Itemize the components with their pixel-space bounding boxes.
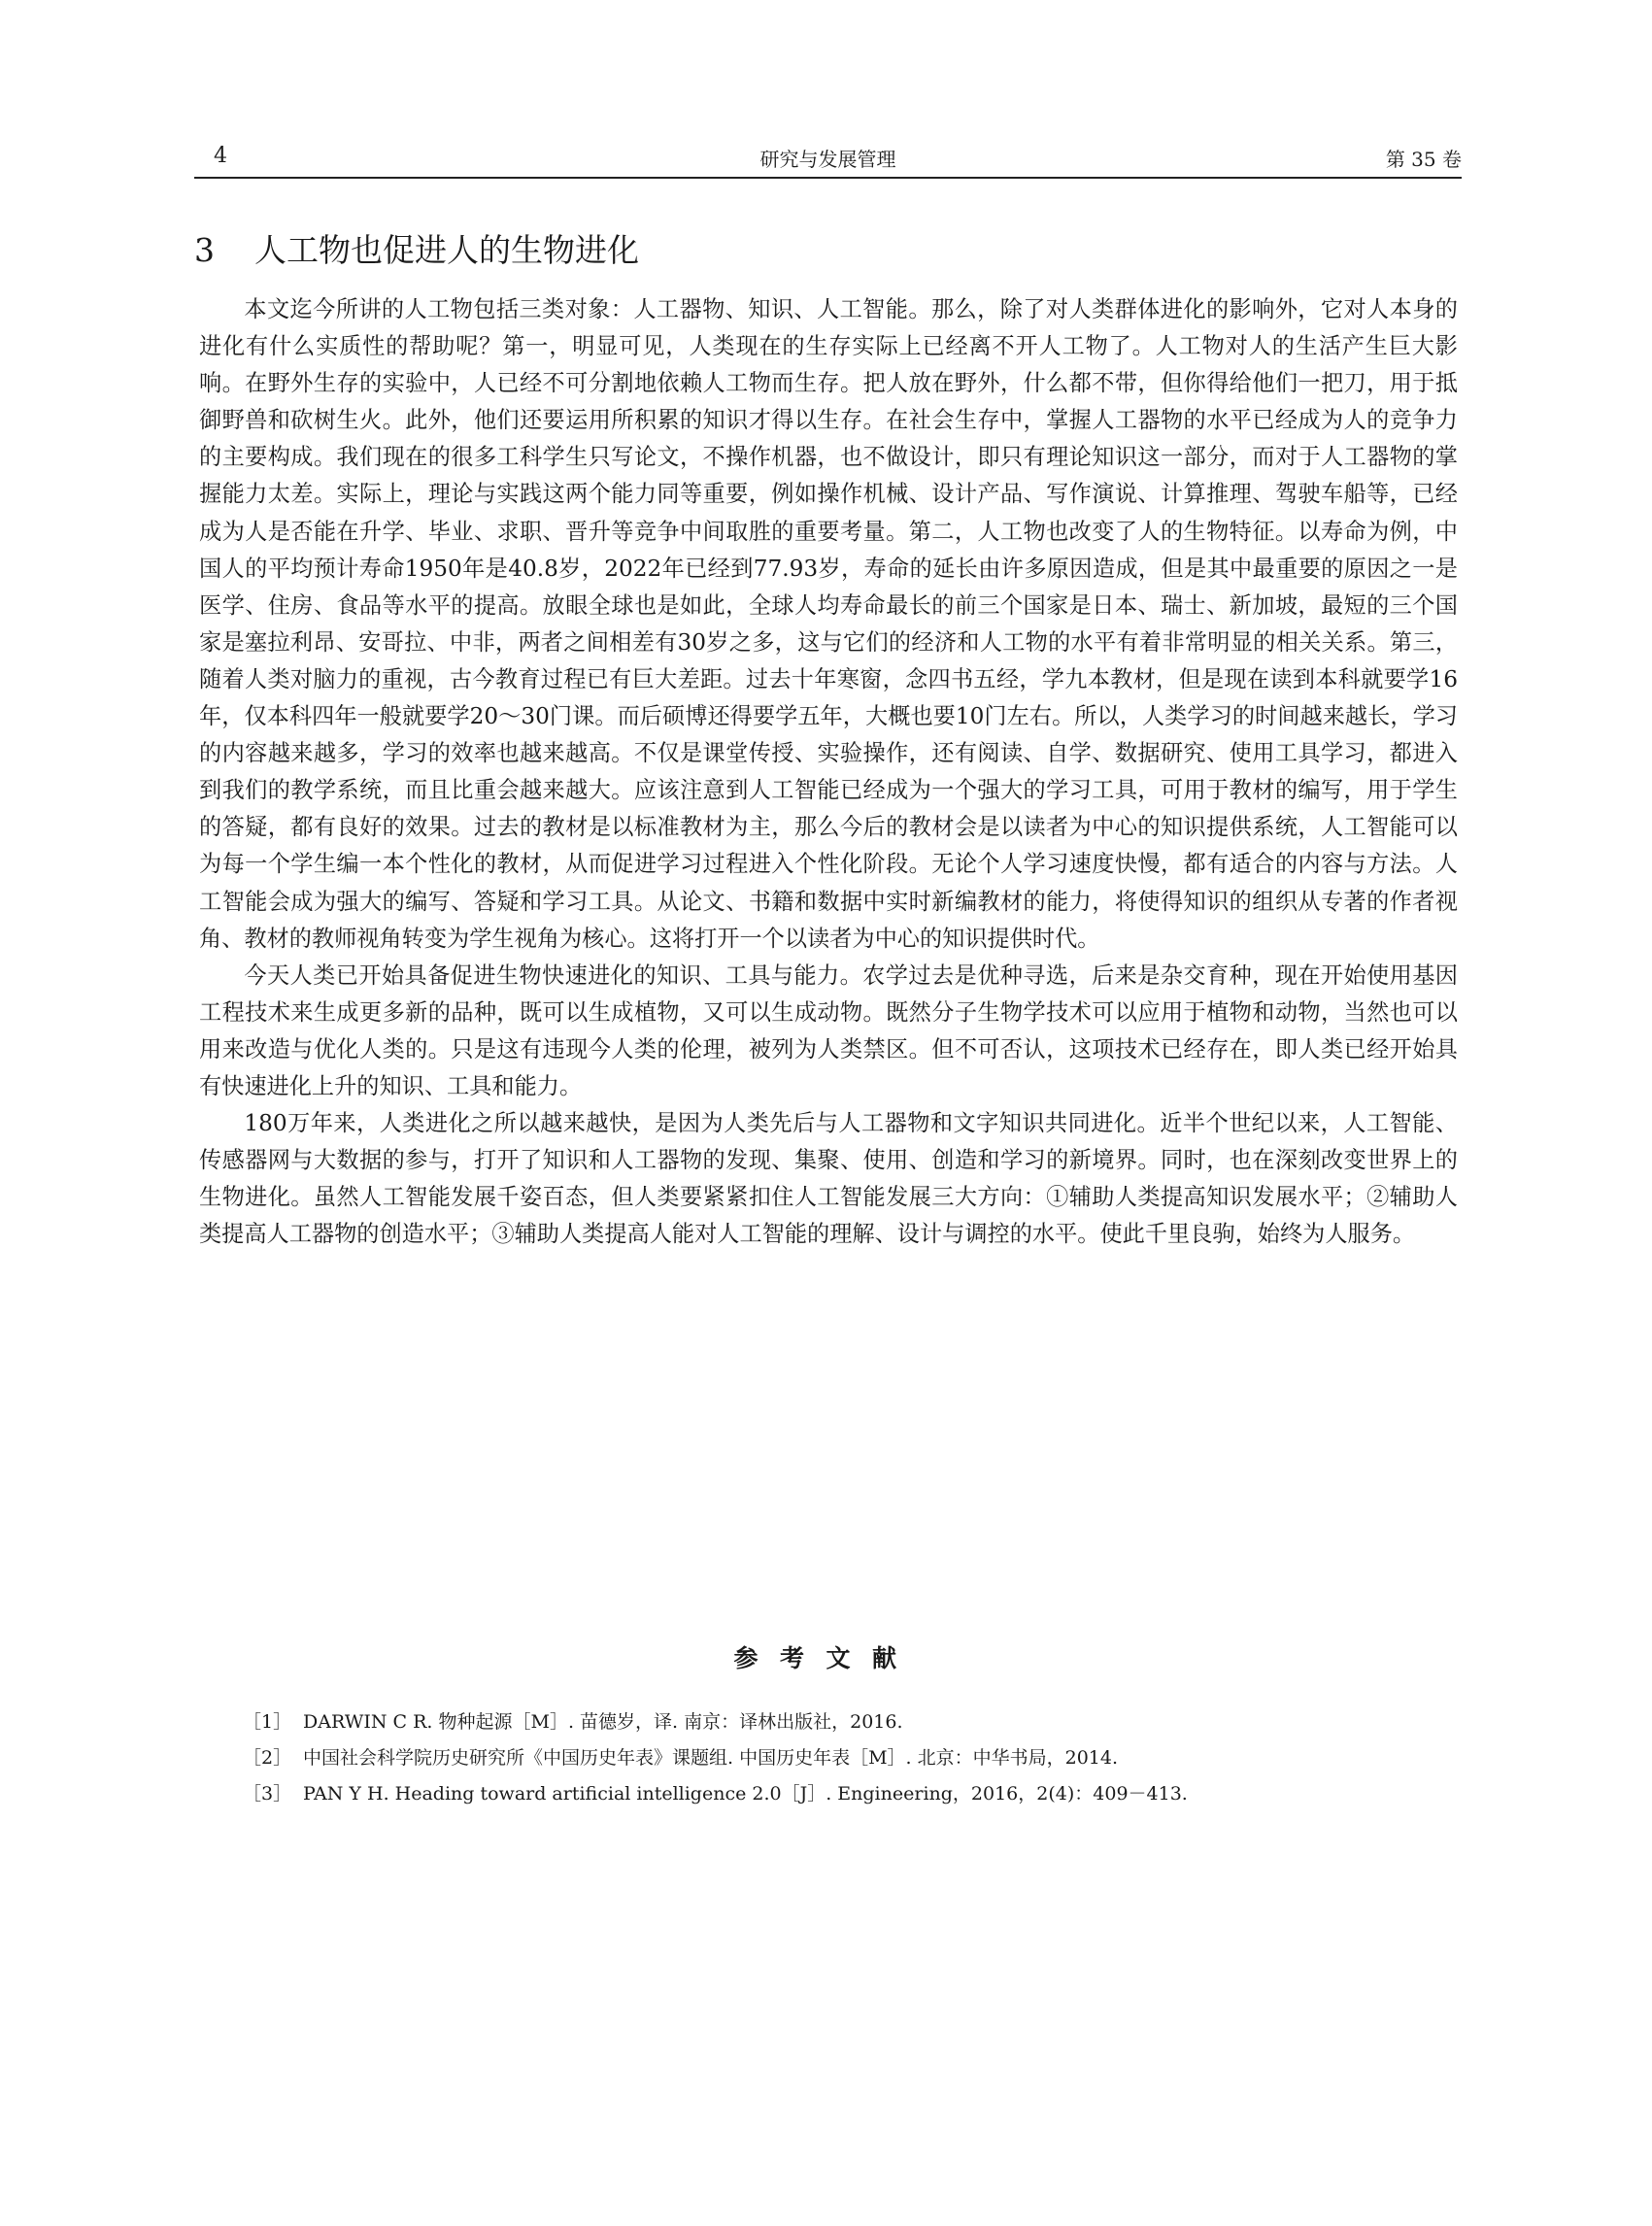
- reference-item: [243, 1704, 1467, 1740]
- page-number: 4: [214, 144, 227, 168]
- journal-title: 研究与发展管理: [759, 148, 896, 171]
- volume-label: 第 35 卷: [1385, 148, 1462, 171]
- reference-label: ［3］: [243, 1783, 292, 1804]
- section-number: 3: [194, 231, 215, 269]
- running-header: [194, 138, 1462, 179]
- section-title: 人工物也促进人的生物进化: [254, 231, 639, 269]
- section-heading: [194, 225, 639, 271]
- reference-list: [243, 1704, 1467, 1812]
- paragraph-3: 180万年来，人类进化之所以越来越快，是因为人类先后与人工器物和文字知识共同进化。近半个世纪以来，人工智能、传感器网与大数据的参与，打开了知识和人工器物的发现、集聚、使用、创造和学习的新境界。同时，也在深刻改变世界上的生物进化。虽然人工智能发展千姿百态，但人类要紧紧扣住人工智能发展三大方向：①辅助人类提高知识发展水平；②辅助人类提高人工器物的创造水平；③辅助人类提高人能对人工智能的理解、设计与调控的水平。使此千里良驹，始终为人服务。: [199, 1110, 1458, 1248]
- paragraph-1: 本文迄今所讲的人工物包括三类对象：人工器物、知识、人工智能。那么，除了对人类群体进化的影响外，它对人本身的进化有什么实质性的帮助呢？第一，明显可见，人类现在的生存实际上已经离不开人工物了。人工物对人的生活产生巨大影响。在野外生存的实验中，人已经不可分割地依赖人工物而生存。把人放在野外，什么都不带，但你得给他们一把刀，用于抵御野兽和砍树生火。此外，他们还要运用所积累的知识才得以生存。在社会生存中，掌握人工器物的水平已经成为人的竞争力的主要构成。我们现在的很多工科学生只写论文，不操作机器，也不做设计，即只有理论知识这一部分，而对于人工器物的掌握能力太差。实际上，理论与实践这两个能力同等重要，例如操作机械、设计产品、写作演说、计算推理、驾驶车船等，已经成为人是否能在升学、毕业、求职、晋升等竞争中间取胜的重要考量。第二，人工物也改变了人的生物特征。以寿命为例，中国人的平均预计寿命1950年是40.8岁，2022年已经到77.93岁，寿命的延长由许多原因造成，但是其中最重要的原因之一是医学、住房、食品等水平的提高。放眼全球也是如此，全球人均寿命最长的前三个国家是日本、瑞士、新加坡，最短的三个国家是塞拉利昂、安哥拉、中非，两者之间相差有30岁之多，这与它们的经济和人工物的水平有着非常明显的相关关系。第三，随着人类对脑力的重视，古今教育过程已有巨大差距。过去十年寒窗，念四书五经，学九本教材，但是现在读到本科就要学16年，仅本科四年一般就要学20～30门课。而后硕博还得要学五年，大概也要10门左右。所以，人类学习的时间越来越长，学习的内容越来越多，学习的效率也越来越高。不仅是课堂传授、实验操作，还有阅读、自学、数据研究、使用工具学习，都进入到我们的教学系统，而且比重会越来越大。应该注意到人工智能已经成为一个强大的学习工具，可用于教材的编写，用于学生的答疑，都有良好的效果。过去的教材是以标准教材为主，那么今后的教材会是以读者为中心的知识提供系统，人工智能可以为每一个学生编一本个性化的教材，从而促进学习过程进入个性化阶段。无论个人学习速度快慢，都有适合的内容与方法。人工智能会成为强大的编写、答疑和学习工具。从论文、书籍和数据中实时新编教材的能力，将使得知识的组织从专著的作者视角、教材的教师视角转变为学生视角为核心。这将打开一个以读者为中心的知识提供时代。: [199, 296, 1458, 952]
- references-title: 参考文献: [733, 1644, 919, 1672]
- reference-text: DARWIN C R. 物种起源［M］. 苗德岁，译. 南京：译林出版社，2016.: [303, 1711, 903, 1733]
- reference-item: [243, 1740, 1467, 1776]
- reference-label: ［2］: [243, 1747, 292, 1769]
- paragraph-2: 今天人类已开始具备促进生物快速进化的知识、工具与能力。农学过去是优种寻选，后来是杂交育种，现在开始使用基因工程技术来生成更多新的品种，既可以生成植物，又可以生成动物。既然分子生物学技术可以应用于植物和动物，当然也可以用来改造与优化人类的。只是这有违现今人类的伦理，被列为人类禁区。但不可否认，这项技术已经存在，即人类已经开始具有快速进化上升的知识、工具和能力。: [199, 961, 1458, 1099]
- reference-item: [243, 1776, 1467, 1812]
- reference-text: PAN Y H. Heading toward artificial intelligence 2.0［J］. Engineering，2016，2(4)：409－413.: [303, 1783, 1188, 1804]
- reference-label: ［1］: [243, 1711, 292, 1733]
- reference-text: 中国社会科学院历史研究所《中国历史年表》课题组. 中国历史年表［M］. 北京：中华书局，2014.: [303, 1747, 1119, 1769]
- body-text: [199, 291, 1458, 1253]
